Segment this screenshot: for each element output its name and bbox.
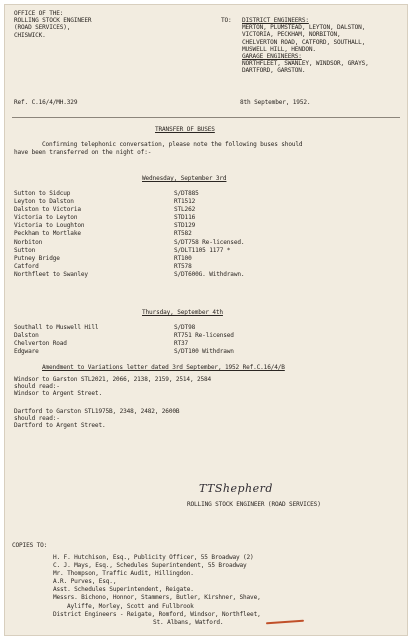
copy-line: C. J. Mays, Esq., Schedules Superintendent, 55 Broadway bbox=[53, 562, 247, 570]
thursday-routes bbox=[14, 324, 98, 356]
office-block bbox=[14, 10, 91, 39]
red-pen-mark bbox=[266, 620, 304, 625]
bus-cell: STL262 bbox=[174, 206, 196, 214]
bus-cell: S/DT100 Withdrawn bbox=[174, 348, 234, 356]
bus-cell: S/DT600G. Withdrawn. bbox=[174, 270, 245, 278]
route-cell: Chelverton Road bbox=[14, 340, 67, 348]
bus-cell: S/DT98 bbox=[174, 324, 196, 331]
bus-cell: S/DLT1105 1177 * bbox=[174, 246, 231, 254]
office-line: CHISWICK. bbox=[14, 31, 46, 39]
amendment-heading: Amendment to Variations letter dated 3rd September, 1952 Ref.C.16/4/B bbox=[42, 364, 285, 371]
bus-cell: RT100 bbox=[174, 254, 192, 262]
divider bbox=[12, 117, 400, 118]
to-line: DARTFORD, GARSTON. bbox=[242, 67, 306, 75]
to-line: MUSWELL HILL, HENDON. bbox=[242, 45, 316, 53]
bus-cell: RT751 Re-licensed bbox=[174, 332, 234, 340]
to-line: VICTORIA, PECKHAM, NORBITON, bbox=[242, 31, 341, 39]
route-cell: Sutton bbox=[14, 246, 36, 254]
copy-line: Ayliffe, Morley, Scott and Fullbrook bbox=[67, 602, 194, 610]
route-cell: Northfleet to Swanley bbox=[14, 270, 88, 278]
intro-line: Confirming telephonic conversation, please note the following buses should bbox=[42, 141, 303, 148]
office-line: ROLLING STOCK ENGINEER bbox=[14, 17, 92, 25]
route-cell: Dalston bbox=[14, 332, 39, 340]
to-line: MERTON, PLUMSTEAD, LEYTON, DALSTON, bbox=[242, 24, 366, 32]
amendment-line: Dartford to Argent Street. bbox=[14, 422, 106, 430]
bus-cell: S/DT758 Re-licensed. bbox=[174, 238, 245, 246]
route-cell: Putney Bridge bbox=[14, 254, 60, 262]
amendment-line: Windsor to Argent Street. bbox=[14, 390, 102, 398]
to-block bbox=[242, 17, 369, 75]
wednesday-heading: Wednesday, September 3rd bbox=[142, 175, 227, 182]
office-line: (ROAD SERVICES), bbox=[14, 24, 71, 32]
to-line: DISTRICT ENGINEERS: bbox=[242, 17, 309, 24]
copy-line: Mr. Thompson, Traffic Audit, Hillingdon. bbox=[53, 570, 194, 578]
route-cell: Southall to Muswell Hill bbox=[14, 324, 99, 331]
bus-cell: RT37 bbox=[174, 340, 189, 348]
route-cell: Victoria to Loughton bbox=[14, 222, 85, 230]
amendment-dartford bbox=[14, 408, 179, 430]
route-cell: Leyton to Dalston bbox=[14, 198, 74, 206]
amendment-line: should read:- bbox=[14, 383, 60, 391]
office-line: OFFICE OF THE: bbox=[14, 10, 64, 17]
route-cell: Peckham to Mortlake bbox=[14, 230, 81, 238]
copy-line: Messrs. Bichono, Honnor, Stammers, Butler, Kirshner, Shave, bbox=[53, 594, 261, 602]
route-cell: Victoria to Leyton bbox=[14, 214, 78, 222]
reference: Ref. C.16/4/MH.329 bbox=[14, 99, 78, 106]
to-label: TO: bbox=[221, 17, 232, 24]
intro-line: have been transferred on the night of:- bbox=[14, 149, 152, 156]
copy-line: St. Albans, Watford. bbox=[153, 618, 224, 626]
memo-title: TRANSFER OF BUSES bbox=[155, 126, 215, 133]
amendment-line: should read:- bbox=[14, 415, 60, 423]
bus-cell: STD129 bbox=[174, 222, 196, 230]
copy-line: A.R. Purves, Esq., bbox=[53, 578, 117, 586]
thursday-buses bbox=[174, 324, 234, 356]
to-line: NORTHFLEET, SWANLEY, WINDSOR, GRAYS, bbox=[242, 60, 369, 68]
amendment-line: Dartford to Garston STL1975B, 2348, 2482, 2600B bbox=[14, 408, 180, 415]
copy-line: Asst. Schedules Superintendent, Reigate. bbox=[53, 586, 194, 594]
bus-cell: RT582 bbox=[174, 230, 192, 238]
signature: TTShepherd bbox=[199, 482, 273, 495]
signatory: ROLLING STOCK ENGINEER (ROAD SERVICES) bbox=[187, 501, 321, 508]
wednesday-buses bbox=[174, 190, 244, 279]
route-cell: Sutton to Sidcup bbox=[14, 190, 71, 197]
copy-line: H. F. Hutchison, Esq., Publicity Officer, 55 Broadway (2) bbox=[53, 554, 254, 561]
route-cell: Dalston to Victoria bbox=[14, 206, 81, 214]
to-line: CHELVERTON ROAD, CATFORD, SOUTHALL, bbox=[242, 38, 366, 46]
bus-cell: RT578 bbox=[174, 262, 192, 270]
amendment-line: Windsor to Garston STL2021, 2066, 2138, 2159, 2514, 2584 bbox=[14, 376, 212, 383]
copy-line: District Engineers - Reigate, Romford, Windsor, Northfleet, bbox=[53, 610, 261, 618]
amendment-windsor bbox=[14, 376, 211, 398]
wednesday-routes bbox=[14, 190, 88, 279]
to-line: GARAGE ENGINEERS: bbox=[242, 53, 302, 61]
copies-list bbox=[53, 554, 261, 627]
thursday-heading: Thursday, September 4th bbox=[142, 309, 223, 316]
route-cell: Catford bbox=[14, 262, 39, 270]
bus-cell: RT1512 bbox=[174, 198, 196, 206]
bus-cell: S/DT885 bbox=[174, 190, 199, 197]
bus-cell: STD116 bbox=[174, 214, 196, 222]
copies-label: COPIES TO: bbox=[12, 542, 48, 549]
memo-date: 8th September, 1952. bbox=[240, 99, 311, 106]
memo-sheet bbox=[4, 4, 408, 636]
route-cell: Norbiton bbox=[14, 238, 43, 246]
route-cell: Edgware bbox=[14, 348, 39, 356]
